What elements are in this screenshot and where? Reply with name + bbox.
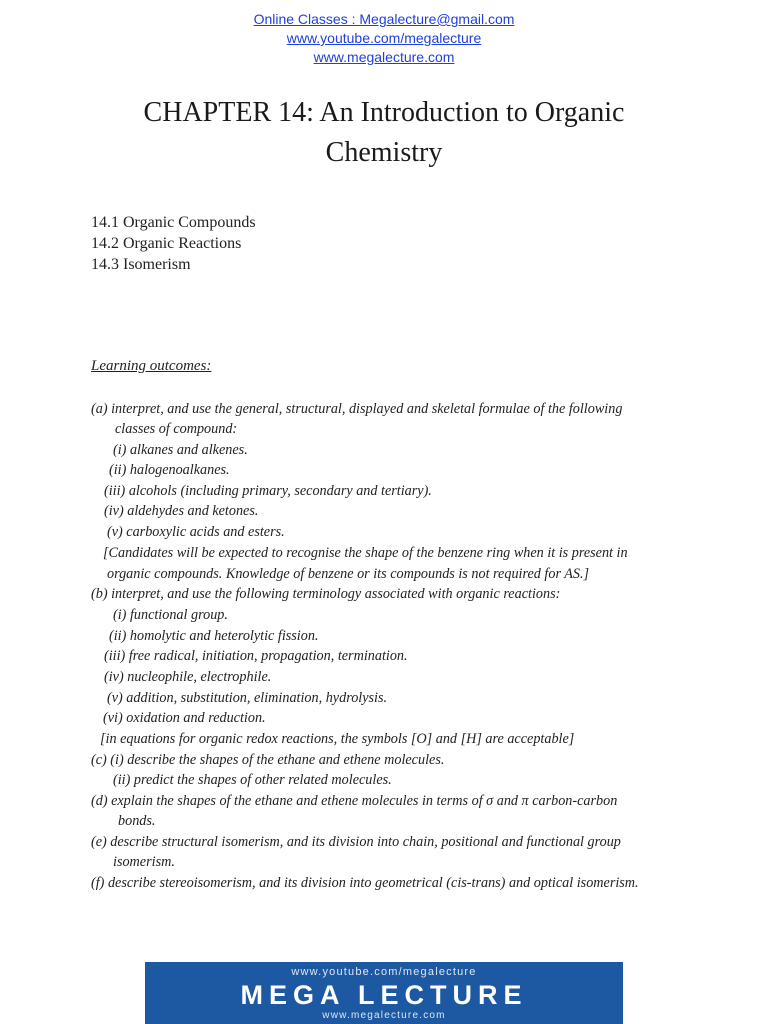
banner-website-url: www.megalecture.com	[322, 1010, 446, 1021]
toc-item-organic-reactions: 14.2 Organic Reactions	[91, 235, 242, 252]
banner-youtube-url: www.youtube.com/megalecture	[291, 966, 477, 978]
website-link[interactable]: www.megalecture.com	[313, 49, 455, 65]
outcome-a-v: (v) carboxylic acids and esters.	[107, 524, 285, 540]
banner-logo: MEGA LECTURE	[240, 980, 528, 1010]
learning-outcomes-heading: Learning outcomes:	[91, 358, 212, 374]
outcome-a-i: (i) alkanes and alkenes.	[113, 442, 248, 458]
outcome-a-note: [Candidates will be expected to recognise the shape of the benzene ring when it is present in	[103, 545, 628, 561]
toc-item-organic-compounds: 14.1 Organic Compounds	[91, 214, 256, 231]
outcome-d-cont: bonds.	[118, 813, 156, 829]
email-link[interactable]: Online Classes : Megalecture@gmail.com	[253, 11, 515, 27]
mega-lecture-banner	[145, 962, 623, 1024]
outcome-a-iv: (iv) aldehydes and ketones.	[104, 503, 259, 519]
outcome-b-ii: (ii) homolytic and heterolytic fission.	[109, 628, 319, 644]
outcome-b-i: (i) functional group.	[113, 607, 228, 623]
outcome-b-iv: (iv) nucleophile, electrophile.	[104, 669, 272, 685]
outcome-d: (d) explain the shapes of the ethane and ethene molecules in terms of σ and π carbon-carbon	[91, 793, 618, 809]
toc-item-isomerism: 14.3 Isomerism	[91, 256, 191, 273]
outcome-e: (e) describe structural isomerism, and its division into chain, positional and functional group	[91, 834, 621, 850]
outcome-a-iii: (iii) alcohols (including primary, secondary and tertiary).	[104, 483, 432, 499]
outcome-b-note: [in equations for organic redox reactions, the symbols [O] and [H] are acceptable]	[100, 731, 575, 747]
outcome-a-cont: classes of compound:	[115, 421, 238, 437]
outcome-b-v: (v) addition, substitution, elimination, hydrolysis.	[107, 690, 388, 706]
outcome-b-vi: (vi) oxidation and reduction.	[103, 710, 266, 726]
outcome-f: (f) describe stereoisomerism, and its division into geometrical (cis-trans) and optical isomerism.	[91, 875, 639, 891]
outcome-c-ii: (ii) predict the shapes of other related molecules.	[113, 772, 392, 788]
chapter-title: CHAPTER 14: An Introduction to Organic	[143, 97, 625, 128]
outcome-a: (a) interpret, and use the general, structural, displayed and skeletal formulae of the following	[91, 401, 623, 417]
chapter-title-continued: Chemistry	[325, 137, 443, 168]
outcome-b-iii: (iii) free radical, initiation, propagation, termination.	[104, 648, 408, 664]
outcome-a-note-cont: organic compounds. Knowledge of benzene or its compounds is not required for AS.]	[107, 566, 590, 582]
youtube-link[interactable]: www.youtube.com/megalecture	[286, 30, 482, 46]
outcome-e-cont: isomerism.	[113, 854, 175, 870]
outcome-b: (b) interpret, and use the following terminology associated with organic reactions:	[91, 586, 561, 602]
outcome-a-ii: (ii) halogenoalkanes.	[109, 462, 230, 478]
outcome-c-i: (c) (i) describe the shapes of the ethane and ethene molecules.	[91, 752, 445, 768]
